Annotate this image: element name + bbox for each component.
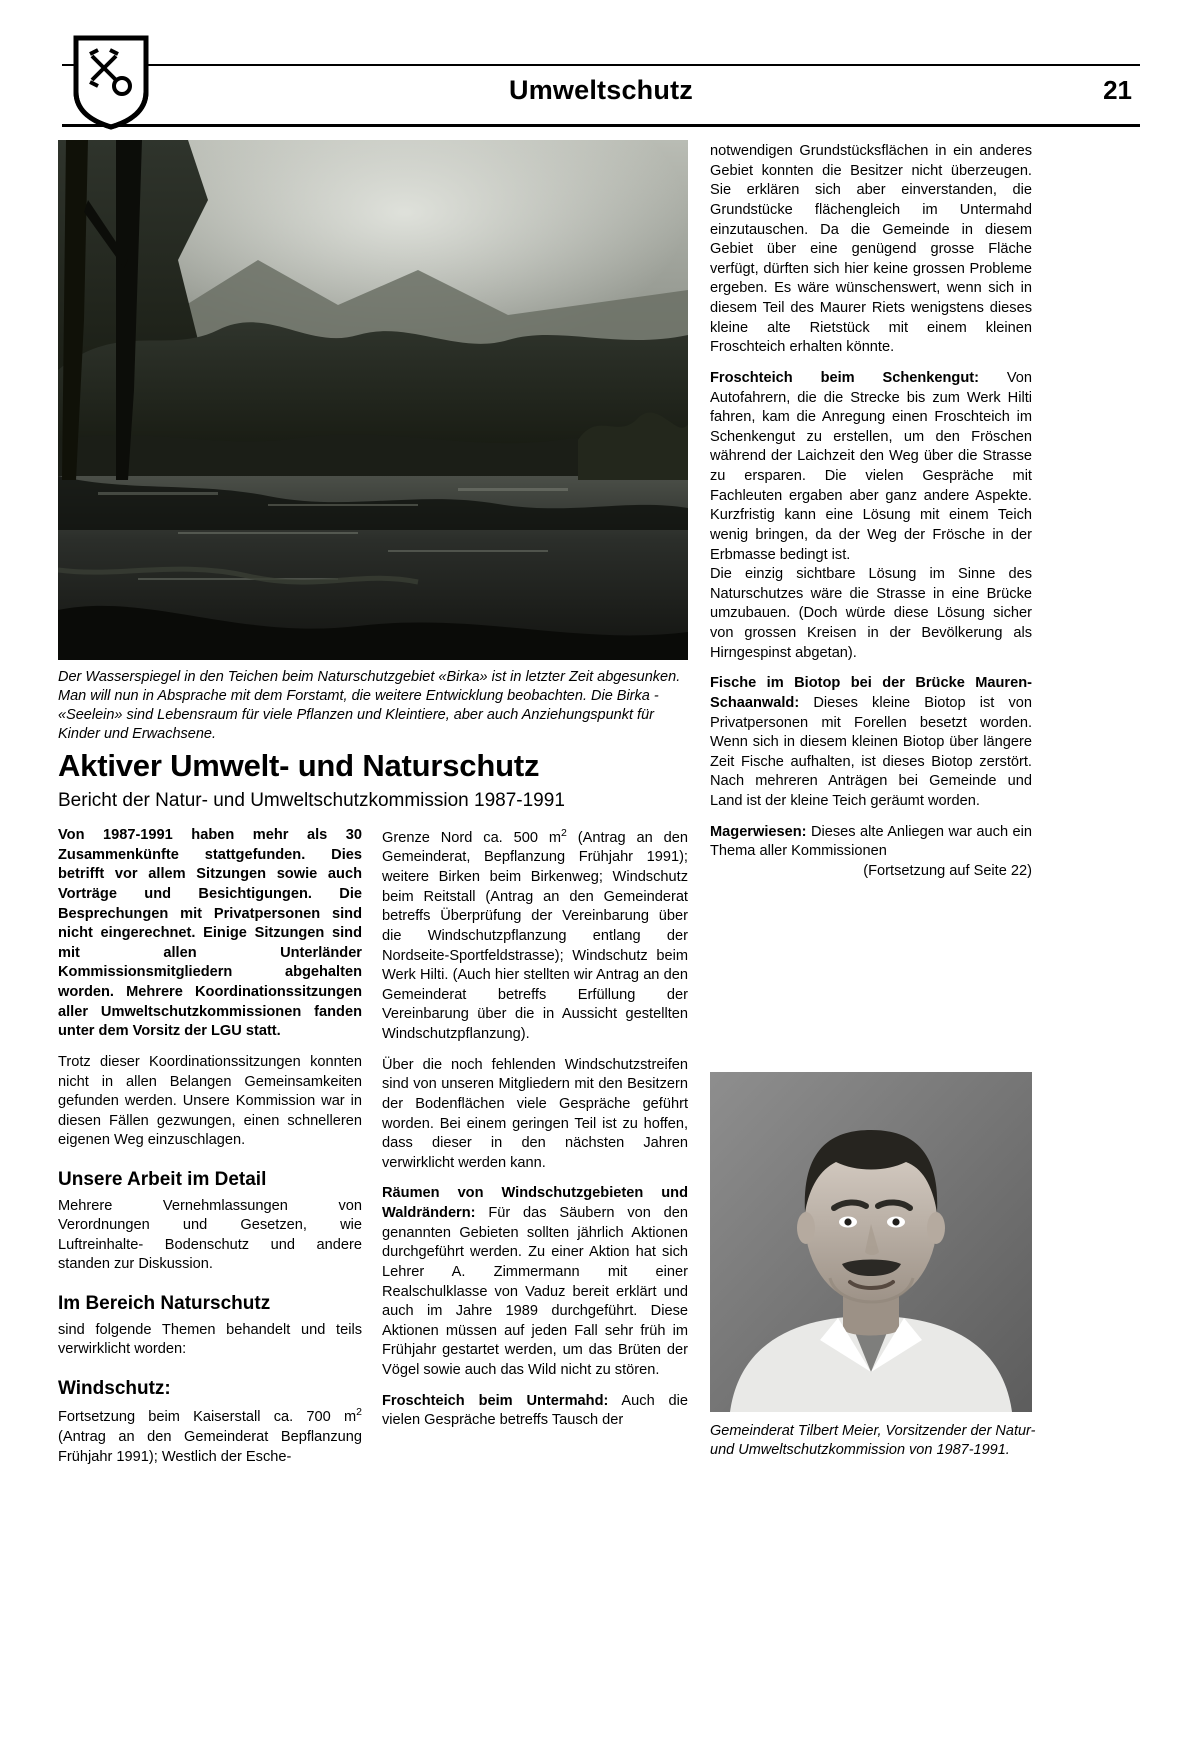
- photo-caption: Der Wasserspiegel in den Teichen beim Naturschutzgebiet «Birka» ist in letzter Zeit abgesunken. Man will nun in Absprache mit dem Forstamt, die weitere Entwicklung beobachten. Die Birka - «Seelein» sind Lebensraum für viele Pflanzen und Kleintiere, aber auch Anziehungspunkt für Kinder und Erwachsene.: [58, 669, 681, 743]
- body-column-left: [58, 826, 362, 1478]
- section-heading-windschutz: Windschutz:: [58, 1377, 171, 1399]
- body-column-right: [710, 142, 1032, 893]
- body-column-middle: [382, 826, 688, 1442]
- paragraph: [710, 823, 1032, 862]
- paragraph-text: (Antrag an den Gemeinderat Bepflanzung Frühjahr 1991); Westlich der Esche-: [58, 1428, 362, 1465]
- article-title: Aktiver Umwelt- und Naturschutz: [58, 748, 540, 783]
- run-in-heading: Froschteich beim Untermahd:: [382, 1392, 609, 1409]
- portrait-caption: Gemeinderat Tilbert Meier, Vorsitzender der Natur- und Umweltschutzkommission von 1987-1991.: [710, 1423, 1036, 1459]
- paragraph: [382, 1184, 688, 1380]
- paragraph: notwendigen Grundstücksflächen in ein anderes Gebiet konnten die Besitzer nicht überzeugen. Sie erklären sich aber einverstanden, die Grundstücke flächengleich im Untermahd einzutauschen. Da die Gemeinde in diesem Gebiet über eine genügend grosse Fläche verfügt, dürften sich hier keine grossen Probleme ergeben. Es wäre wünschenswert, wenn sich in diesem Teil des Maurer Riets wenigstens dieses kleine alte Rietstück mit einem kleinen Froschteich erhalten könnte.: [710, 143, 1032, 356]
- run-in-heading: Räumen von Windschutzgebieten und Waldrändern:: [382, 1185, 688, 1222]
- photo-nature-reserve: [58, 140, 688, 660]
- paragraph: [58, 1405, 362, 1467]
- run-in-heading: Magerwiesen:: [710, 823, 807, 840]
- coat-of-arms-icon: [72, 34, 150, 130]
- superscript: 2: [356, 1406, 362, 1419]
- paragraph-text: Für das Säubern von den genannten Gebieten sollten jährlich Aktionen durchgeführt werden. Zu einer Aktion hat sich Lehrer A. Zimmermann mit einer Realschulklasse von Vaduz bereit erklärt und auch im Jahre 1989 durchgeführt. Diese Aktionen müssen auf jeden Fall sehr früh im Frühjahr gestartet werden, um das Brüten der Vögel sowie auch das Wild nicht zu stören.: [382, 1205, 688, 1379]
- paragraph-text: (Antrag an den Gemeinderat, Bepflanzung Frühjahr 1991); weitere Birken beim Birkenweg; Windschutz beim Reitstall (Antrag an den Gemeinderat betreffs Überprüfung der Vereinbarung über die Windschutzpflanzung entlang der Nordseite-Sportfeldstrasse); Windschutz beim Werk Hilti. (Auch hier stellten wir Antrag an den Gemeinderat betreffs Erfüllung der Vereinbarung über die in Aussicht gestellten Windschutzpflanzung).: [382, 829, 688, 1043]
- run-in-heading: Fische im Biotop bei der Brücke Mauren-Schaanwald:: [710, 675, 1032, 711]
- paragraph: [710, 674, 1032, 811]
- paragraph-text: Dieses kleine Biotop ist von Privatpersonen mit Forellen besetzt worden. Wenn sich in diesem kleinen Biotop über längere Zeit Fische aufhalten, ist dieses Biotop zerstört. Nach mehreren Anträgen bei Gemeinde und Land ist der kleine Teich geräumt worden.: [710, 694, 1032, 809]
- paragraph: sind folgende Themen behandelt und teils verwirklicht worden:: [58, 1321, 362, 1358]
- page-title: Umweltschutz: [509, 75, 693, 105]
- paragraph: [382, 1392, 688, 1431]
- photo-portrait: [710, 1072, 1032, 1412]
- paragraph-text: Grenze Nord ca. 500 m: [382, 829, 562, 846]
- paragraph-text: Dieses alte Anliegen war auch ein Thema aller Kommissionen: [710, 823, 1032, 860]
- section-heading-detail: Unsere Arbeit im Detail: [58, 1169, 267, 1190]
- header-rule-bottom: [62, 124, 1140, 127]
- paragraph: Mehrere Vernehmlassungen von Verordnungen und Gesetzen, wie Luftreinhalte- Bodenschutz und andere standen zur Diskussion.: [58, 1197, 362, 1273]
- page-number: 21: [1103, 75, 1132, 105]
- paragraph: Von 1987-1991 haben mehr als 30 Zusammenkünfte stattgefunden. Dies betrifft vor allem Sitzungen sowie auch Vorträge und Besichtigungen. Die Besprechungen mit Privatpersonen sind nicht eingerechnet. Einige Sitzungen sind mit allen Unterländer Kommissionsmitgliedern abgehalten worden. Mehrere Koordinationssitzungen aller Umweltschutzkommissionen fanden unter dem Vorsitz der LGU statt.: [58, 827, 362, 1040]
- paragraph-text: Fortsetzung beim Kaiserstall ca. 700 m: [58, 1409, 357, 1426]
- superscript: 2: [561, 827, 567, 839]
- continuation-note: (Fortsetzung auf Seite 22): [863, 862, 1032, 879]
- run-in-heading: Froschteich beim Schenkengut:: [710, 369, 979, 386]
- paragraph: Über die noch fehlenden Windschutzstreifen sind von unseren Mitgliedern mit den Besitzern der Bodenflächen viele Gespräche geführt worden. Bei einem geringen Teil ist zu hoffen, dass dieser in den nächsten Jahren verwirklicht werden kann.: [382, 1056, 688, 1171]
- paragraph-text: Auch die vielen Gespräche betreffs Tausch der: [382, 1392, 689, 1429]
- paragraph: [382, 826, 688, 1045]
- paragraph: Die einzig sichtbare Lösung im Sinne des Naturschutzes wäre die Strasse in eine Brücke umzubauen. (Doch würde diese Lösung sicher von grossen Kreisen in der Bevölkerung als Hirngespinst abgetan).: [710, 566, 1032, 661]
- article-subtitle: Bericht der Natur- und Umweltschutzkommission 1987-1991: [58, 790, 565, 811]
- header-rule-top: [62, 64, 1140, 66]
- section-heading-naturschutz: Im Bereich Naturschutz: [58, 1293, 271, 1315]
- paragraph-text: Von Autofahrern, die die Strecke bis zum Werk Hilti fahren, kam die Anregung einen Froschteich im Schenkengut zu erstellen, um den Fröschen während der Laichzeit den Weg über die Strasse zu ersparen. Die vielen Gespräche mit Fachleuten ergaben aber ganz andere Aspekte. Kurzfristig kann eine Lösung mit einem Teich wenig bringen, da der Weg der Frösche in der Erbmasse bedingt ist.: [710, 369, 1032, 563]
- paragraph: [710, 369, 1032, 565]
- page-header: [62, 64, 1140, 126]
- paragraph: Trotz dieser Koordinationssitzungen konnten nicht in allen Belangen Gemeinsamkeiten gefunden werden. Unsere Kommission war in diesen Fällen gezwungen, einen schnelleren eigenen Weg einzuschlagen.: [58, 1053, 362, 1149]
